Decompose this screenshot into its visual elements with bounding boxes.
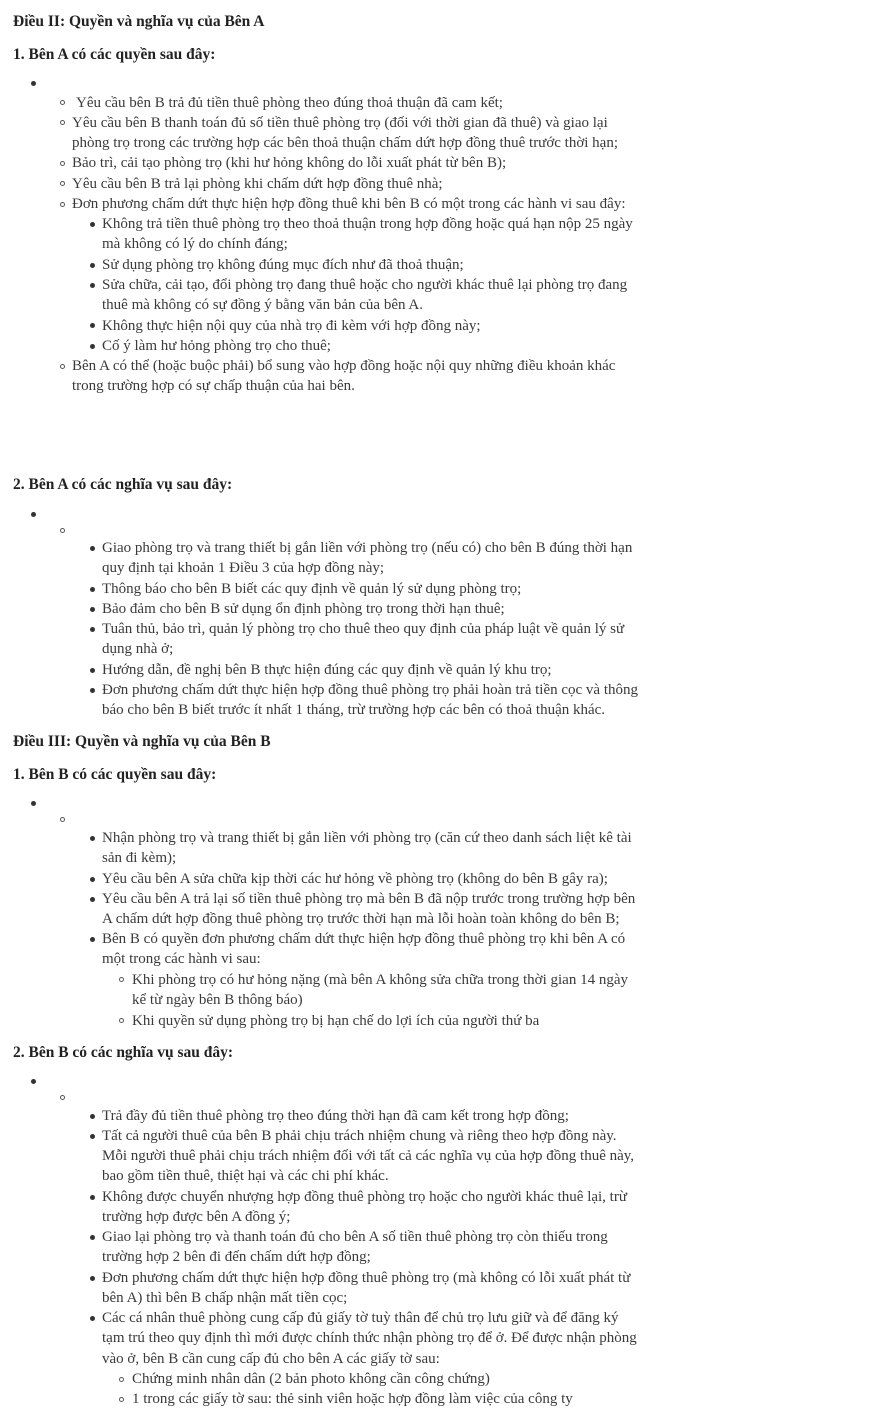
- bullet-circle: [119, 1377, 124, 1382]
- party-b-obligations-heading: 2. Bên B có các nghĩa vụ sau đây:: [13, 1044, 234, 1061]
- bullet-disc: [90, 283, 95, 288]
- list-item: Yêu cầu bên A sửa chữa kịp thời các hư hỏng về phòng trọ (không do bên B gây ra);: [102, 871, 608, 887]
- list-item: Bảo trì, cải tạo phòng trọ (khi hư hỏng không do lỗi xuất phát từ bên B);: [72, 155, 507, 171]
- list-item: Tuân thủ, bảo trì, quản lý phòng trọ cho thuê theo quy định của pháp luật về quản lý sử: [102, 621, 625, 637]
- bullet-circle: [60, 202, 65, 207]
- sub-list-item: Khi quyền sử dụng phòng trọ bị hạn chế do lợi ích của người thứ ba: [132, 1013, 540, 1029]
- bullet-disc: [90, 607, 95, 612]
- list-item: một trong các hành vi sau:: [102, 951, 261, 967]
- list-item: Yêu cầu bên B trả đủ tiền thuê phòng theo đúng thoả thuận đã cam kết;: [76, 95, 503, 111]
- list-item: Không được chuyển nhượng hợp đồng thuê phòng trọ hoặc cho người khác thuê lại, trừ: [102, 1189, 627, 1205]
- bullet-circle: [60, 100, 65, 105]
- bullet-circle: [60, 120, 65, 125]
- sub-list-item: Khi phòng trọ có hư hỏng nặng (mà bên A không sửa chữa trong thời gian 14 ngày: [132, 972, 628, 988]
- list-item: Nhận phòng trọ và trang thiết bị gắn liền với phòng trọ (căn cứ theo danh sách liệt kê tài: [102, 830, 632, 846]
- article-2-title: Điều II: Quyền và nghĩa vụ của Bên A: [13, 13, 265, 30]
- sub-list-item: Sử dụng phòng trọ không đúng mục đích như đã thoả thuận;: [102, 257, 464, 273]
- bullet-circle: [60, 528, 65, 533]
- list-item: Bên A có thể (hoặc buộc phải) bổ sung vào hợp đồng hoặc nội quy những điều khoản khác: [72, 358, 616, 374]
- list-item: trường hợp được bên A đồng ý;: [102, 1209, 291, 1225]
- list-item: Đơn phương chấm dứt thực hiện hợp đồng thuê phòng trọ (mà không có lỗi xuất phát từ: [102, 1270, 631, 1286]
- bullet-circle: [60, 817, 65, 822]
- list-item: Đơn phương chấm dứt thực hiện hợp đồng thuê phòng trọ phải hoàn trả tiền cọc và thông: [102, 682, 638, 698]
- bullet-disc: [90, 263, 95, 268]
- list-item: Các cá nhân thuê phòng cung cấp đủ giấy tờ tuỳ thân để chủ trọ lưu giữ và để đăng ký: [102, 1310, 619, 1326]
- bullet-disc: [90, 1276, 95, 1281]
- list-item: Tất cả người thuê của bên B phải chịu trách nhiệm chung và riêng theo hợp đồng này.: [102, 1128, 617, 1144]
- sub-list-item: 1 trong các giấy tờ sau: thẻ sinh viên hoặc hợp đồng làm việc của công ty: [132, 1391, 573, 1407]
- bullet-disc: [90, 897, 95, 902]
- list-item: báo cho bên B biết trước ít nhất 1 tháng, trừ trường hợp các bên có thoả thuận khác.: [102, 702, 606, 718]
- list-item: bao gồm tiền thuê, thiệt hại và các chi phí khác.: [102, 1168, 389, 1184]
- bullet-disc: [90, 1114, 95, 1119]
- bullet-circle: [60, 364, 65, 369]
- sub-list-item: kể từ ngày bên B thông báo): [132, 992, 303, 1008]
- bullet-circle: [60, 161, 65, 166]
- sub-list-item: Cố ý làm hư hỏng phòng trọ cho thuê;: [102, 338, 331, 354]
- sub-list-item: thuê mà không có sự đồng ý bằng văn bản của bên A.: [102, 297, 423, 313]
- bullet-disc: [90, 627, 95, 632]
- list-item: Yêu cầu bên B thanh toán đủ số tiền thuê phòng trọ (đối với thời gian đã thuê) và giao lại: [72, 115, 608, 131]
- bullet-disc: [31, 512, 36, 517]
- bullet-disc: [90, 1316, 95, 1321]
- list-item: Bên B có quyền đơn phương chấm dứt thực hiện hợp đồng thuê phòng trọ khi bên A có: [102, 931, 626, 947]
- list-item: trường hợp 2 bên đi đến chấm dứt hợp đồng;: [102, 1249, 371, 1265]
- sub-list-item: mà không có lý do chính đáng;: [102, 236, 288, 252]
- list-item: quy định tại khoản 1 Điều 3 của hợp đồng này;: [102, 560, 385, 576]
- list-item: A chấm dứt hợp đồng thuê phòng trọ trước thời hạn mà lỗi hoàn toàn không do bên B;: [102, 911, 620, 927]
- sub-list-item: Không trả tiền thuê phòng trọ theo thoả thuận trong hợp đồng hoặc quá hạn nộp 25 ngày: [102, 216, 633, 232]
- list-item: sản đi kèm);: [102, 850, 177, 866]
- list-item: Bảo đảm cho bên B sử dụng ổn định phòng trọ trong thời hạn thuê;: [102, 601, 505, 617]
- sub-list-item: Sửa chữa, cải tạo, đổi phòng trọ đang thuê hoặc cho người khác thuê lại phòng trọ đang: [102, 277, 628, 293]
- bullet-circle: [60, 1095, 65, 1100]
- party-a-obligations-heading: 2. Bên A có các nghĩa vụ sau đây:: [13, 476, 233, 493]
- sub-list-item: Không thực hiện nội quy của nhà trọ đi kèm với hợp đồng này;: [102, 318, 481, 334]
- bullet-disc: [90, 1134, 95, 1139]
- bullet-disc: [90, 688, 95, 693]
- bullet-disc: [90, 323, 95, 328]
- bullet-disc: [90, 877, 95, 882]
- list-item: Thông báo cho bên B biết các quy định về quản lý sử dụng phòng trọ;: [102, 581, 522, 597]
- party-b-rights-heading: 1. Bên B có các quyền sau đây:: [13, 766, 217, 783]
- list-item: Giao lại phòng trọ và thanh toán đủ cho bên A số tiền thuê phòng trọ còn thiếu trong: [102, 1229, 608, 1245]
- bullet-circle: [119, 1397, 124, 1402]
- list-item: Giao phòng trọ và trang thiết bị gắn liền với phòng trọ (nếu có) cho bên B đúng thời hạn: [102, 540, 633, 556]
- list-item: Trả đầy đủ tiền thuê phòng trọ theo đúng thời hạn đã cam kết trong hợp đồng;: [102, 1108, 569, 1124]
- bullet-disc: [90, 937, 95, 942]
- bullet-disc: [90, 222, 95, 227]
- list-item: Hướng dẫn, đề nghị bên B thực hiện đúng các quy định về quản lý khu trọ;: [102, 662, 552, 678]
- list-item: Đơn phương chấm dứt thực hiện hợp đồng thuê khi bên B có một trong các hành vi sau đây:: [72, 196, 626, 212]
- list-item: bên A) thì bên B chấp nhận mất tiền cọc;: [102, 1290, 348, 1306]
- bullet-disc: [90, 1195, 95, 1200]
- list-item: Yêu cầu bên B trả lại phòng khi chấm dứt hợp đồng thuê nhà;: [72, 176, 443, 192]
- bullet-disc: [31, 1079, 36, 1084]
- list-item: trong trường hợp có sự chấp thuận của hai bên.: [72, 378, 355, 394]
- list-item: Yêu cầu bên A trả lại số tiền thuê phòng trọ mà bên B đã nộp trước trong trường hợp bên: [102, 891, 636, 907]
- list-item: vào ở, bên B cần cung cấp đủ cho bên A các giấy tờ sau:: [102, 1351, 440, 1367]
- bullet-disc: [31, 801, 36, 806]
- list-item: Mỗi người thuê phải chịu trách nhiệm đối với tất cả các nghĩa vụ của hợp đồng thuê này,: [102, 1148, 635, 1164]
- bullet-disc: [90, 1235, 95, 1240]
- party-a-rights-heading: 1. Bên A có các quyền sau đây:: [13, 46, 216, 63]
- bullet-disc: [90, 668, 95, 673]
- list-item: phòng trọ trong các trường hợp các bên thoả thuận chấm dứt hợp đồng thuê trước thời hạn;: [72, 135, 618, 151]
- bullet-disc: [31, 81, 36, 86]
- bullet-disc: [90, 344, 95, 349]
- article-3-title: Điều III: Quyền và nghĩa vụ của Bên B: [13, 733, 271, 750]
- list-item: dụng nhà ở;: [102, 641, 174, 657]
- bullet-circle: [119, 977, 124, 982]
- bullet-circle: [119, 1018, 124, 1023]
- bullet-disc: [90, 587, 95, 592]
- bullet-disc: [90, 836, 95, 841]
- list-item: tạm trú theo quy định thì mới được chính thức nhận phòng trọ để ở. Để được nhận phòng: [102, 1330, 637, 1346]
- bullet-disc: [90, 546, 95, 551]
- bullet-circle: [60, 181, 65, 186]
- sub-list-item: Chứng minh nhân dân (2 bản photo không cần công chứng): [132, 1371, 490, 1387]
